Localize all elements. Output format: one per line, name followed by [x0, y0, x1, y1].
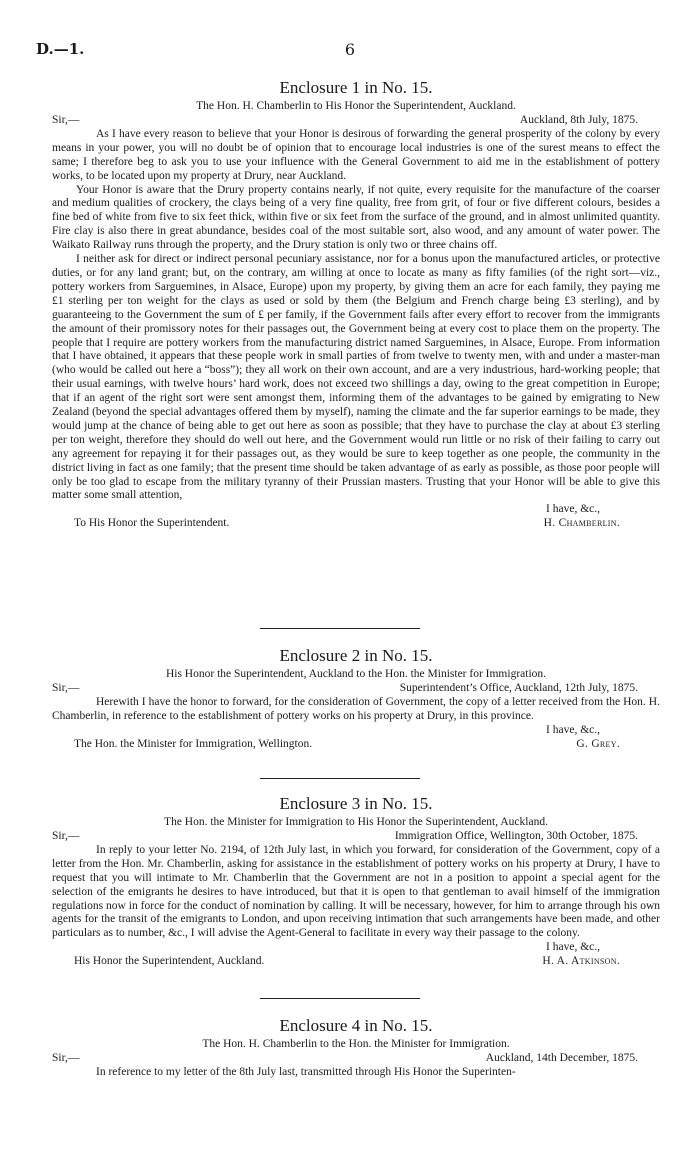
addressee: The Hon. the Minister for Immigration, Wellington.	[74, 737, 313, 750]
addressee: To His Honor the Superintendent.	[74, 517, 230, 530]
document-reference: D.—1.	[36, 40, 85, 58]
place-date: Auckland, 8th July, 1875.	[519, 113, 638, 126]
closing: I have, &c.,	[546, 723, 600, 736]
signature: G. Grey.	[576, 737, 620, 750]
signature: H. A. Atkinson.	[542, 955, 620, 968]
enclosure-4	[52, 1016, 660, 1080]
page-header	[36, 40, 664, 64]
enclosure-title: Enclosure 2 in No. 15.	[279, 646, 433, 665]
salutation: Sir,—	[52, 681, 80, 694]
place-date: Immigration Office, Wellington, 30th October, 1875.	[394, 829, 638, 842]
enclosure-title: Enclosure 4 in No. 15.	[279, 1016, 433, 1035]
enclosure-title: Enclosure 3 in No. 15.	[279, 794, 433, 813]
place-date: Superintendent’s Office, Auckland, 12th July, 1875.	[399, 681, 638, 694]
enclosure-title: Enclosure 1 in No. 15.	[279, 78, 433, 97]
salutation: Sir,—	[52, 113, 80, 126]
letter-heading: The Hon. H. Chamberlin to the Hon. the Minister for Immigration.	[202, 1038, 510, 1050]
enclosure-3	[52, 794, 660, 969]
salutation: Sir,—	[52, 1051, 80, 1064]
paragraph: Herewith I have the honor to forward, for the consideration of Government, the copy of a letter received from the Hon. H. Chamberlin, in reference to the establishment of pottery works on his property at Drury, in this province.	[52, 695, 660, 722]
divider	[260, 778, 420, 779]
closing: I have, &c.,	[546, 941, 600, 954]
enclosure-2	[52, 646, 660, 752]
salutation: Sir,—	[52, 829, 80, 842]
paragraph: In reply to your letter No. 2194, of 12th July last, in which you forward, for consideration of the Government, copy of a letter from the Hon. Mr. Chamberlin, asking for assistance in the establishment of pottery works on his property at Drury, I have to request that you will intimate to Mr. Chamberlin that the Government are not in a position to appoint a special agent for the selection of the emigrants he desires to have introduced, but that it is open to that gentleman to avail himself of the immigration regulations now in force for the conduct of nomination by calling. It will be necessary, however, for him to arrange through his own agents for the transit of the emigrants to London, and upon receiving intimation that such arrangements have been made, and other particulars as to number, &c., I will advise the Agent-General to facilitate in every way their passage to the colony.	[52, 843, 660, 940]
divider	[260, 998, 420, 999]
enclosure-1	[52, 78, 660, 531]
addressee: His Honor the Superintendent, Auckland.	[74, 955, 265, 968]
paragraph: Your Honor is aware that the Drury property contains nearly, if not quite, every requisite for the manufacture of the coarser and medium qualities of crockery, the clays being of a very fine quality, free from grit, of four or five different colours, besides a fine bed of white from five to six feet thick, within five or six feet from the surface of the ground, and in almost unlimited quantity. Fire clay is also there in great abundance, besides coal of the most suitable sort, also wood, and any amount of water power. The Waikato Railway runs through the property, and the Drury station is only two or three chains off.	[52, 183, 660, 252]
closing: I have, &c.,	[546, 503, 600, 516]
paragraph: In reference to my letter of the 8th July last, transmitted through His Honor the Superinten-	[96, 1065, 516, 1078]
paragraph: As I have every reason to believe that your Honor is desirous of forwarding the general prosperity of the colony by every means in your power, you will no doubt be of opinion that to encourage local industries is one of the surest means to effect the same; I therefore beg to ask you to use your influence with the General Government to aid me in the establishment of pottery works, to be located upon my property at Drury, near Auckland.	[52, 127, 660, 182]
paragraph: I neither ask for direct or indirect personal pecuniary assistance, nor for a bonus upon the manufactured articles, or protective duties, or for any land grant; but, on the contrary, am willing at once to locate as many as fifty families (of the right sort—viz., pottery workers from Sarguemines, in Alsace, Europe) upon my property, by giving them an acre for each family, they paying me £1 sterling per ton weight for the clays as used or sold by them (the Belgium and French charge being £3 sterling), and by guaranteeing to the Government the sum of £ per family, if the Government fails after every effort to recover from the immigrants the amount of their promissory notes for their passages out, the Government being at every cost to place them on the property. The people that I require are pottery workers from the manufacturing district named Sarguemines, in Alsace, Europe. From information that I have obtained, it appears that these people work in small parties of from twelve to twenty men, with and under a master-man (who would be called out here a “boss”); they all work on their own account, and are a very industrious, hard-working people; that their usual earnings, with twelve hours’ hard work, does not exceed two shillings a day, owing to the great competition in Europe; that if an agent of the right sort were sent amongst them, informing them of the advantages to be gained by emigrating to New Zealand (beyond the special advantages offered them by myself), naming the climate and the far superior earnings to be made, they would jump at the chance of being able to get out here as soon as possible; that they have to purchase the clay at about £3 sterling per ton weight, therefore they should do well out here, and the Government would run little or no risk of their failing to carry out any agreement for repaying it for their passages out, as they would be sure to keep together as one people, the community in the district living in fact as one family; that the present time should be taken advantage of as early as possible, as those poor people will only be too glad to escape from the military tyranny of their Prussian masters. Trusting that your Honor will be able to give this matter some small attention,	[52, 253, 660, 502]
letter-heading: His Honor the Superintendent, Auckland to the Hon. the Minister for Immigration.	[165, 668, 547, 680]
divider	[260, 628, 420, 629]
letter-heading: The Hon. the Minister for Immigration to His Honor the Superintendent, Auckland.	[164, 816, 548, 828]
letter-heading: The Hon. H. Chamberlin to His Honor the Superintendent, Auckland.	[196, 100, 516, 112]
signature: H. Chamberlin.	[543, 517, 620, 530]
page-number: 6	[344, 40, 356, 59]
place-date: Auckland, 14th December, 1875.	[485, 1051, 638, 1064]
